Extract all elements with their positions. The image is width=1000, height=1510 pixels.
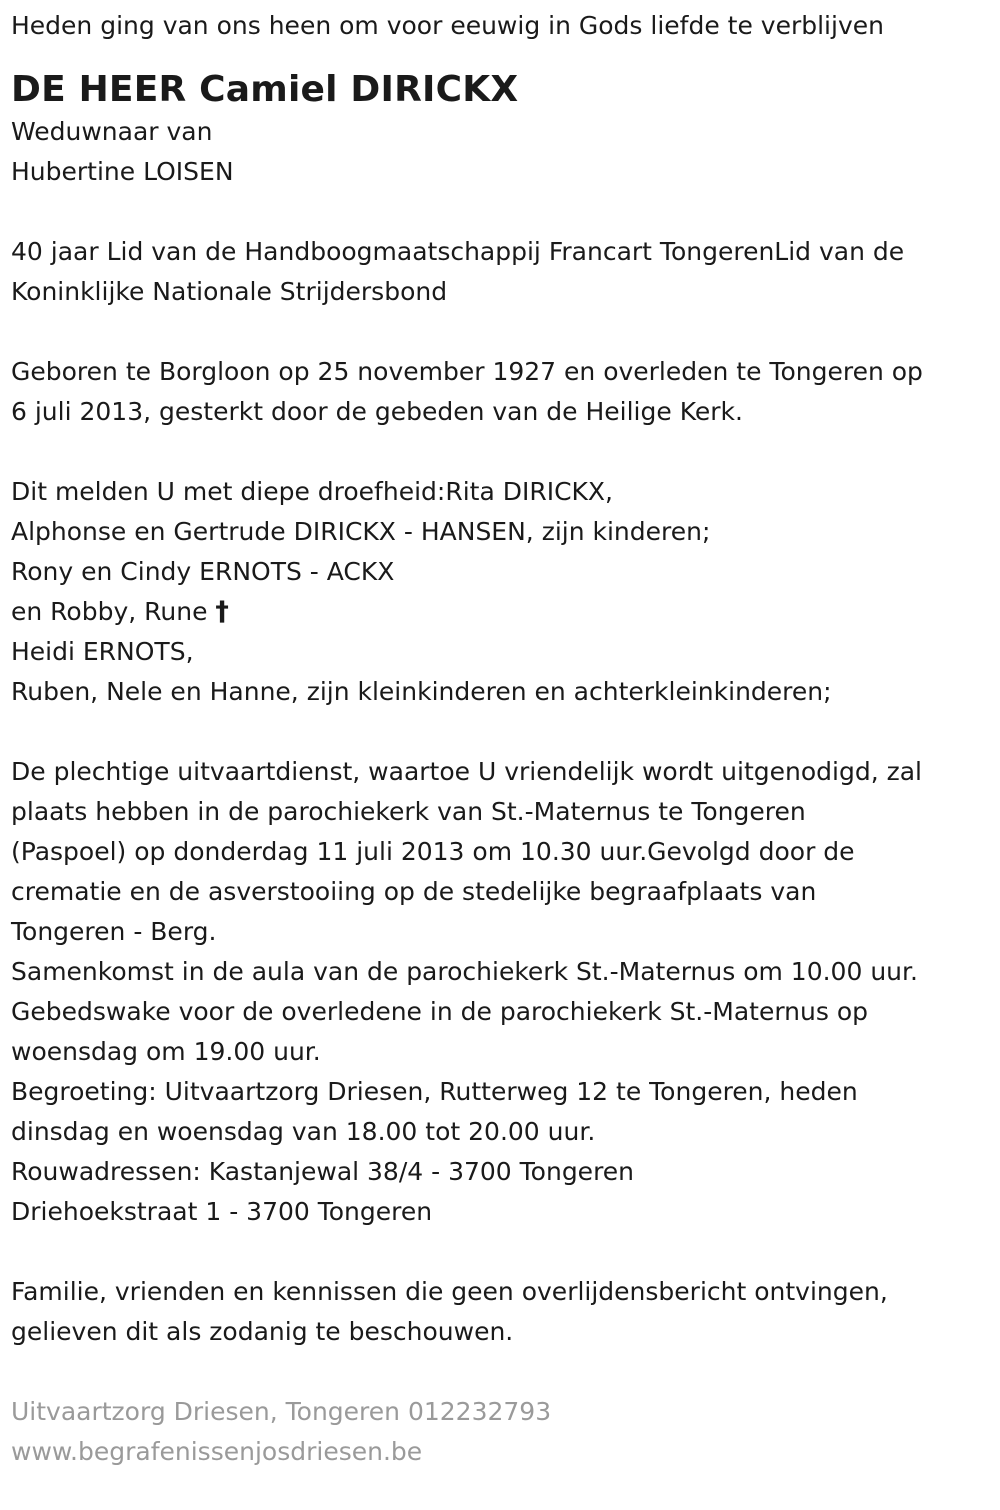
ceremony-line: crematie en de asverstooiing op de stedelijke begraafplaats van xyxy=(11,877,817,906)
ceremony-line: Gebedswake voor de overledene in de parochiekerk St.-Maternus op xyxy=(11,997,868,1026)
ceremony-line: Driehoekstraat 1 - 3700 Tongeren xyxy=(11,1197,433,1226)
spouse-name: Hubertine LOISEN xyxy=(11,157,234,186)
relation-block xyxy=(11,112,989,192)
funeral-home-website[interactable]: www.begrafenissenjosdriesen.be xyxy=(11,1437,423,1466)
family-line: Alphonse en Gertrude DIRICKX - HANSEN, zijn kinderen; xyxy=(11,517,711,546)
ceremony-line: (Paspoel) op donderdag 11 juli 2013 om 10.30 uur.Gevolgd door de xyxy=(11,837,855,866)
ceremony-line: woensdag om 19.00 uur. xyxy=(11,1037,321,1066)
dates-line: 6 juli 2013, gesterkt door de gebeden van de Heilige Kerk. xyxy=(11,397,743,426)
closing-line: gelieven dit als zodanig te beschouwen. xyxy=(11,1317,514,1346)
family-line: Ruben, Nele en Hanne, zijn kleinkinderen en achterkleinkinderen; xyxy=(11,677,832,706)
spacer xyxy=(11,1232,989,1272)
spacer xyxy=(11,712,989,752)
dates-block xyxy=(11,352,989,432)
spacer xyxy=(11,192,989,232)
ceremony-line: plaats hebben in de parochiekerk van St.-Maternus te Tongeren xyxy=(11,797,806,826)
closing-block xyxy=(11,1272,989,1352)
family-block xyxy=(11,472,989,712)
intro-text: Heden ging van ons heen om voor eeuwig in Gods liefde te verblijven xyxy=(11,11,884,40)
ceremony-line: Samenkomst in de aula van de parochiekerk St.-Maternus om 10.00 uur. xyxy=(11,957,918,986)
family-line: Dit melden U met diepe droefheid:Rita DIRICKX, xyxy=(11,477,614,506)
ceremony-line: De plechtige uitvaartdienst, waartoe U vriendelijk wordt uitgenodigd, zal xyxy=(11,757,922,786)
family-line-text: en Robby, Rune xyxy=(11,597,216,626)
footer-block xyxy=(11,1392,989,1472)
relation-line: Weduwnaar van xyxy=(11,117,213,146)
spacer xyxy=(11,312,989,352)
family-line xyxy=(11,592,989,632)
membership-line: Koninklijke Nationale Strijdersbond xyxy=(11,277,448,306)
ceremony-line: Tongeren - Berg. xyxy=(11,917,217,946)
ceremony-line: Begroeting: Uitvaartzorg Driesen, Rutterweg 12 te Tongeren, heden xyxy=(11,1077,858,1106)
membership-line: 40 jaar Lid van de Handboogmaatschappij Francart TongerenLid van de xyxy=(11,237,905,266)
closing-line: Familie, vrienden en kennissen die geen overlijdensbericht ontvingen, xyxy=(11,1277,888,1306)
dates-line: Geboren te Borgloon op 25 november 1927 en overleden te Tongeren op xyxy=(11,357,923,386)
family-line: Rony en Cindy ERNOTS - ACKX xyxy=(11,557,395,586)
deceased-name: DE HEER Camiel DIRICKX xyxy=(11,69,519,110)
membership-block xyxy=(11,232,989,312)
ceremony-line: dinsdag en woensdag van 18.00 tot 20.00 uur. xyxy=(11,1117,596,1146)
family-line: Heidi ERNOTS, xyxy=(11,637,194,666)
ceremony-line: Rouwadressen: Kastanjewal 38/4 - 3700 Tongeren xyxy=(11,1157,635,1186)
spacer xyxy=(11,432,989,472)
ceremony-block xyxy=(11,752,989,1232)
funeral-home-contact: Uitvaartzorg Driesen, Tongeren 012232793 xyxy=(11,1397,552,1426)
cross-icon: † xyxy=(215,596,229,627)
